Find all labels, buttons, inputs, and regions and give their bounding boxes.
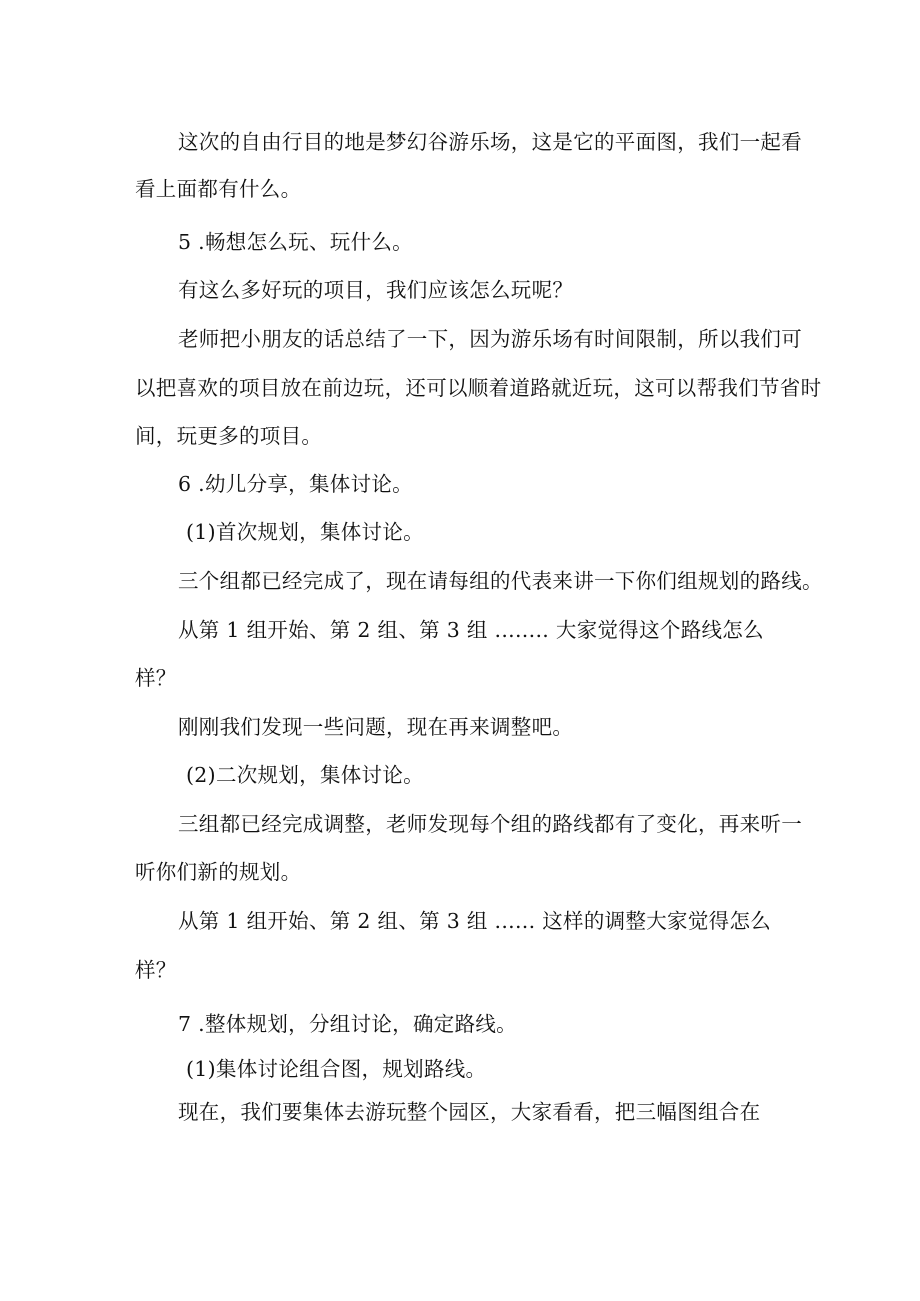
section-heading-5: 5 .畅想怎么玩、玩什么。 <box>178 230 413 254</box>
paragraph-group-order-2-line-1: 从第 1 组开始、第 2 组、第 3 组 ...... 这样的调整大家觉得怎么 <box>178 909 772 933</box>
paragraph-groups-complete: 三个组都已经完成了，现在请每组的代表来讲一下你们组规划的路线。 <box>178 569 823 593</box>
subheading-combined-map: (1)集体讨论组合图，规划路线。 <box>186 1057 487 1081</box>
paragraph-question: 有这么多好玩的项目，我们应该怎么玩呢？ <box>178 278 574 302</box>
paragraph-intro-line-1: 这次的自由行目的地是梦幻谷游乐场，这是它的平面图，我们一起看 <box>178 130 802 154</box>
paragraph-summary-line-2: 以把喜欢的项目放在前边玩，还可以顺着道路就近玩，这可以帮我们节省时 <box>135 376 822 400</box>
paragraph-combine-maps: 现在，我们要集体去游玩整个园区，大家看看，把三幅图组合在 <box>178 1100 761 1124</box>
paragraph-group-order-line-1: 从第 1 组开始、第 2 组、第 3 组 ........ 大家觉得这个路线怎么 <box>178 618 764 642</box>
paragraph-summary-line-1: 老师把小朋友的话总结了一下，因为游乐场有时间限制，所以我们可 <box>178 327 802 351</box>
paragraph-summary-line-3: 间，玩更多的项目。 <box>135 424 323 448</box>
section-heading-6: 6 .幼儿分享，集体讨论。 <box>178 472 413 496</box>
section-heading-7: 7 .整体规划，分组讨论，确定路线。 <box>178 1012 517 1036</box>
paragraph-group-order-2-line-2: 样？ <box>135 958 177 982</box>
paragraph-adjust: 刚刚我们发现一些问题，现在再来调整吧。 <box>178 715 574 739</box>
paragraph-adjusted-line-1: 三组都已经完成调整，老师发现每个组的路线都有了变化，再来听一 <box>178 812 802 836</box>
subheading-second-plan: (2)二次规划，集体讨论。 <box>186 763 424 787</box>
subheading-first-plan: (1)首次规划，集体讨论。 <box>186 520 424 544</box>
paragraph-adjusted-line-2: 听你们新的规划。 <box>135 860 302 884</box>
paragraph-group-order-line-2: 样？ <box>135 666 177 690</box>
paragraph-intro-line-2: 看上面都有什么。 <box>135 177 302 201</box>
